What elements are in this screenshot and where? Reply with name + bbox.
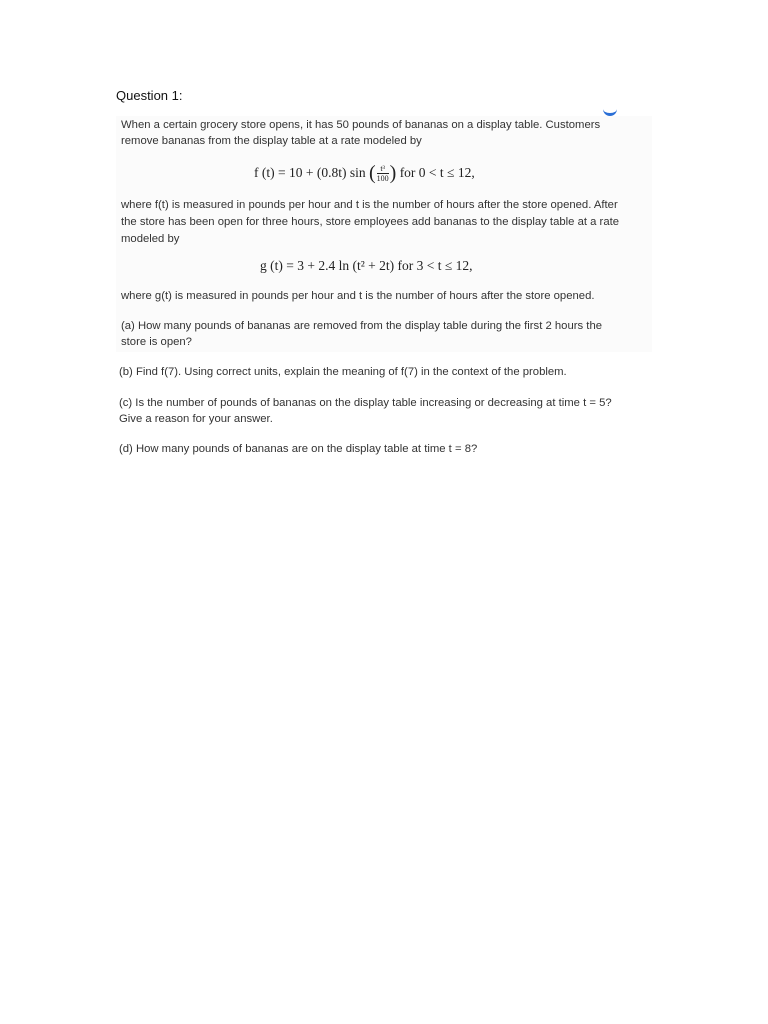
part-c-line-1: (c) Is the number of pounds of bananas on the display table increasing or decreasing at time t = 5? [119,397,612,409]
f-description-line-3: modeled by [121,233,180,245]
g-description: where g(t) is measured in pounds per hour and t is the number of hours after the store opened. [121,290,595,302]
f-formula-lhs: f (t) = 10 + (0.8t) sin [254,165,366,180]
blue-mark-icon [603,107,617,116]
fraction [377,164,389,183]
right-paren-icon: ) [389,162,397,184]
fraction-denominator: 100 [376,174,389,184]
part-b: (b) Find f(7). Using correct units, explain the meaning of f(7) in the context of the problem. [119,366,567,378]
part-c-line-2: Give a reason for your answer. [119,413,273,425]
part-d: (d) How many pounds of bananas are on the display table at time t = 8? [119,443,478,455]
g-formula: g (t) = 3 + 2.4 ln (t² + 2t) for 3 < t ≤ 12, [260,258,473,273]
intro-line-2: remove bananas from the display table at a rate modeled by [121,135,422,147]
f-formula-domain: for 0 < t ≤ 12, [399,165,475,180]
f-description-line-2: the store has been open for three hours, store employees add bananas to the display table at a rate [121,216,620,228]
f-description-line-1: where f(t) is measured in pounds per hour and t is the number of hours after the store opened. After [121,199,618,211]
part-a-line-2: store is open? [121,336,192,348]
problem-image-background [116,116,652,352]
fraction-numerator: t³ [377,164,389,174]
part-a-line-1: (a) How many pounds of bananas are removed from the display table during the first 2 hours the [121,320,603,332]
f-formula [254,162,475,185]
intro-line-1: When a certain grocery store opens, it has 50 pounds of bananas on a display table. Customers [121,119,601,131]
left-paren-icon: ( [368,162,376,184]
question-title: Question 1: [116,88,183,103]
